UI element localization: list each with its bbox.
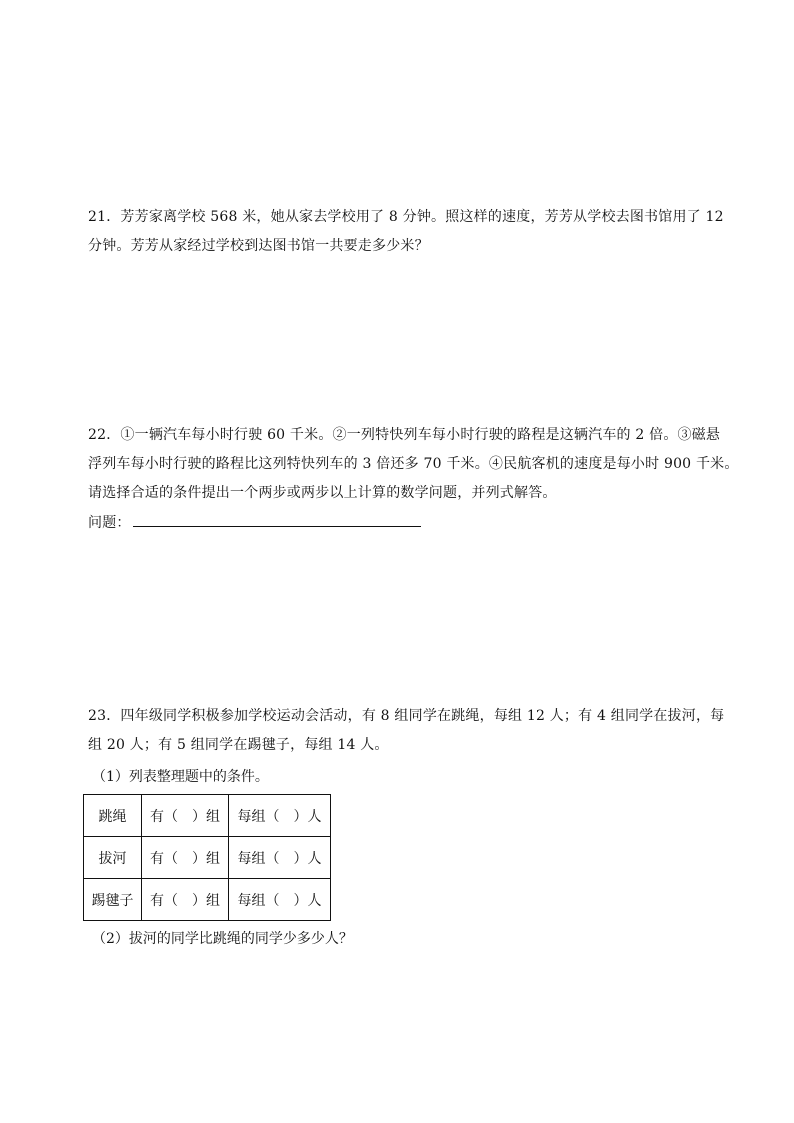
table-cell-groups[interactable]: 有（ ）组 [142,837,229,879]
table-cell-per-group[interactable]: 每组（ ）人 [229,879,331,921]
question-22 [88,421,739,538]
table-cell-per-group[interactable]: 每组（ ）人 [229,795,331,837]
answer-blank-line[interactable] [133,508,421,527]
sub-question-2: （2）拔河的同学比跳绳的同学少多少人？ [92,931,353,947]
question-23-line-2: 组 20 人；有 5 组同学在踢毽子，每组 14 人。 [88,737,389,753]
question-23 [88,702,725,760]
question-22-line-3: 请选择合适的条件提出一个两步或两步以上计算的数学问题，并列式解答。 [88,485,557,501]
table-cell-per-group[interactable]: 每组（ ）人 [229,837,331,879]
table-row [84,879,331,921]
question-22-answer-row [88,508,712,538]
table-cell-activity: 跳绳 [84,795,142,837]
table-row [84,795,331,837]
table-cell-groups[interactable]: 有（ ）组 [142,879,229,921]
question-21-line-2: 分钟。芳芳从家经过学校到达图书馆一共要走多少米？ [88,238,429,254]
question-22-line-2: 浮列车每小时行驶的路程比这列特快列车的 3 倍还多 70 千米。④民航客机的速度是每小时 900 千米。 [88,456,739,472]
conditions-table [83,794,331,921]
table-row [84,837,331,879]
table-cell-groups[interactable]: 有（ ）组 [142,795,229,837]
question-21-line-1: 21．芳芳家离学校 568 米，她从家去学校用了 8 分钟。照这样的速度，芳芳从学校去图书馆用了 12 [88,209,724,225]
question-label: 问题： [88,515,131,531]
question-21 [88,203,724,261]
question-23-line-1: 23．四年级同学积极参加学校运动会活动，有 8 组同学在跳绳，每组 12 人；有 4 组同学在拔河，每 [88,708,725,724]
table-cell-activity: 拔河 [84,837,142,879]
table-cell-activity: 踢毽子 [84,879,142,921]
question-22-line-1: 22．①一辆汽车每小时行驶 60 千米。②一列特快列车每小时行驶的路程是这辆汽车的 2 倍。③磁悬 [88,427,721,443]
sub-question-1: （1）列表整理题中的条件。 [92,769,269,785]
